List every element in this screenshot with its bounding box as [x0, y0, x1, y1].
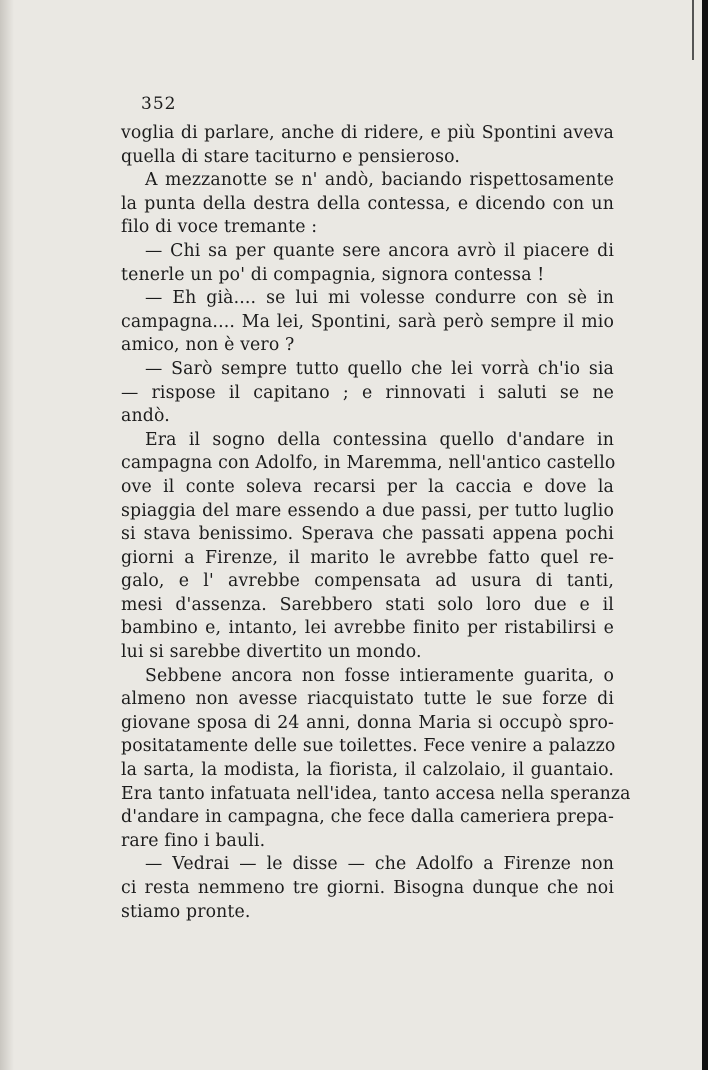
text-line: — rispose il capitano ; e rinnovati i saluti se ne	[121, 382, 614, 403]
text-line: — Eh già.... se lui mi volesse condurre con sè in	[145, 288, 614, 309]
text-line: tenerle un po' di compagnia, signora contessa !	[121, 264, 545, 285]
page-number: 352	[141, 94, 177, 114]
text-line: ove il conte soleva recarsi per la caccia e dove la	[121, 476, 614, 497]
text-line: lui si sarebbe divertito un mondo.	[121, 642, 422, 663]
text-line: giorni a Firenze, il marito le avrebbe fatto quel re-	[121, 547, 614, 568]
body-text	[121, 122, 631, 924]
text-line: — Sarò sempre tutto quello che lei vorrà ch'io sia	[145, 358, 614, 379]
text-line: bambino e, intanto, lei avrebbe finito per ristabilirsi e	[121, 618, 614, 639]
text-line: si stava benissimo. Sperava che passati appena pochi	[121, 524, 614, 545]
text-line: la punta della destra della contessa, e dicendo con un	[121, 193, 614, 214]
text-line: stiamo pronte.	[121, 901, 251, 922]
text-line: la sarta, la modista, la fiorista, il calzolaio, il guantaio.	[121, 760, 614, 781]
text-line: andò.	[121, 406, 170, 427]
text-line: campagna con Adolfo, in Maremma, nell'antico castello	[121, 453, 616, 474]
text-line: mesi d'assenza. Sarebbero stati solo loro due e il	[121, 594, 614, 615]
text-line: d'andare in campagna, che fece dalla cameriera prepa-	[121, 807, 614, 828]
text-line: positatamente delle sue toilettes. Fece venire a palazzo	[121, 736, 616, 757]
book-spine-mark	[692, 0, 694, 60]
text-line: rare fino i bauli.	[121, 830, 266, 851]
text-line: giovane sposa di 24 anni, donna Maria si occupò spro-	[121, 712, 614, 733]
text-line: voglia di parlare, anche di ridere, e più Spontini aveva	[121, 123, 614, 143]
text-line: Sebbene ancora non fosse intieramente guarita, o	[145, 665, 614, 686]
page-gutter-shadow	[0, 0, 14, 1070]
text-line: — Vedrai — le disse — che Adolfo a Firenze non	[145, 854, 614, 875]
text-line: — Chi sa per quante sere ancora avrò il piacere di	[145, 240, 614, 261]
text-line: filo di voce tremante :	[121, 217, 318, 238]
text-line: quella di stare taciturno e pensieroso.	[121, 146, 461, 167]
text-line: A mezzanotte se n' andò, baciando rispettosamente	[145, 170, 614, 191]
text-line: spiaggia del mare essendo a due passi, per tutto luglio	[121, 500, 614, 521]
text-line: almeno non avesse riacquistato tutte le sue forze di	[121, 689, 614, 710]
text-line: Era il sogno della contessina quello d'andare in	[145, 429, 614, 450]
book-spine-edge	[702, 0, 708, 1070]
text-line: Era tanto infatuata nell'idea, tanto accesa nella speranza	[121, 783, 631, 804]
text-line: ci resta nemmeno tre giorni. Bisogna dunque che noi	[121, 878, 614, 898]
text-line: galo, e l' avrebbe compensata ad usura di tanti,	[121, 571, 614, 592]
text-line: campagna.... Ma lei, Spontini, sarà però sempre il mio	[121, 311, 614, 332]
text-line: amico, non è vero ?	[121, 335, 295, 356]
